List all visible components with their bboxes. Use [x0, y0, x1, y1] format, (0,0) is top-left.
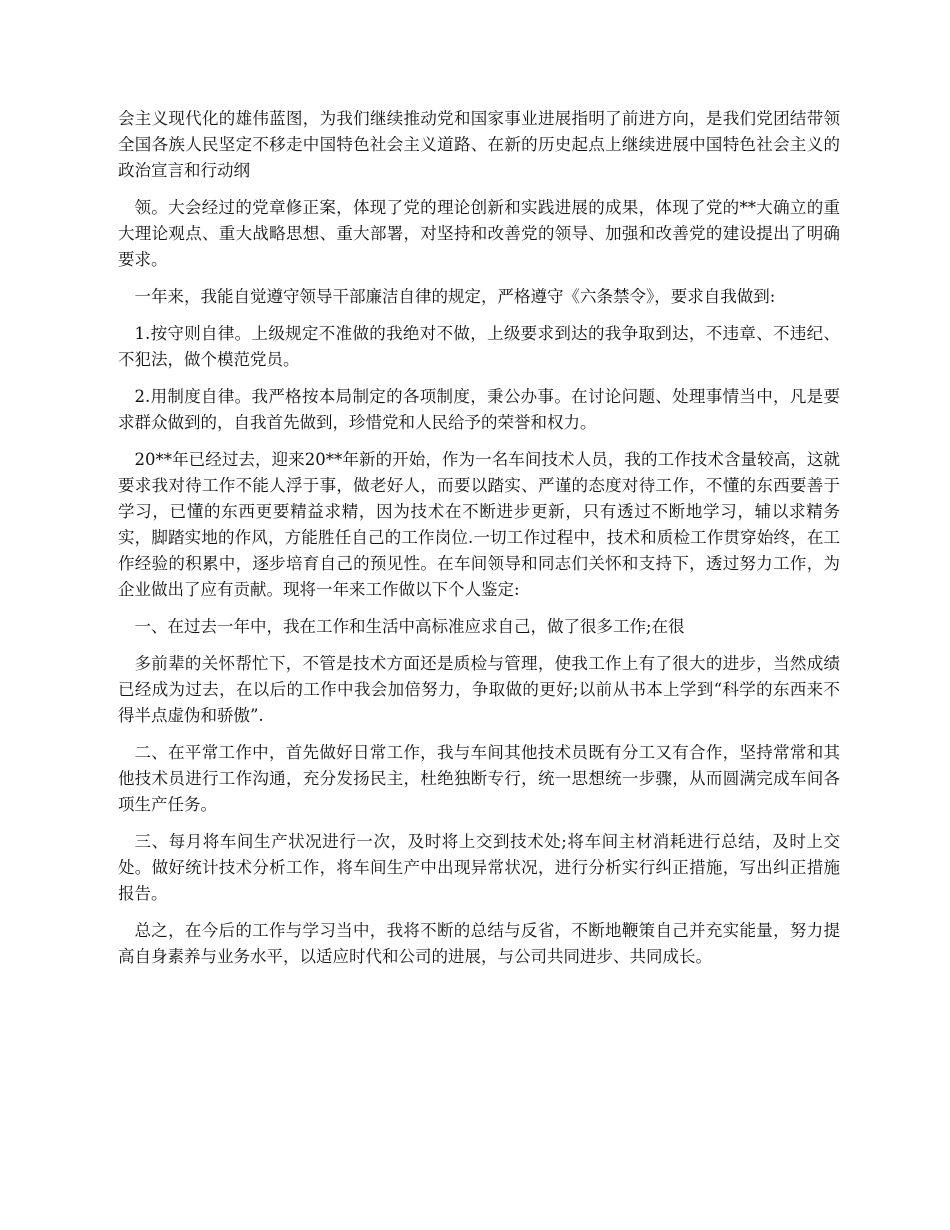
paragraph-7: 一、在过去一年中，我在工作和生活中高标准应求自己，做了很多工作;在很 — [134, 617, 685, 636]
paragraph-2: 领。大会经过的党章修正案，体现了党的理论创新和实践进展的成果，体现了党的**大确立的重大理论观点、重大战略思想、重大部署，对坚持和改善党的领导、加强和改善党的建设提出了明确要求。 — [118, 198, 840, 269]
paragraph-11: 总之，在今后的工作与学习当中，我将不断的总结与反省，不断地鞭策自己并充实能量，努力提高自身素养与业务水平，以适应时代和公司的进展，与公司共同进步、共同成长。 — [118, 921, 840, 966]
document-body — [118, 106, 840, 981]
paragraph-8: 多前辈的关怀帮忙下，不管是技术方面还是质检与管理，使我工作上有了很大的进步，当然成绩已经成为过去，在以后的工作中我会加倍努力，争取做的更好;以前从书本上学到“科学的东西来不得半点虚伪和骄傲”. — [118, 654, 840, 725]
paragraph-5: 2.用制度自律。我严格按本局制定的各项制度，秉公办事。在讨论问题、处理事情当中，凡是要求群众做到的，自我首先做到，珍惜党和人民给予的荣誉和权力。 — [118, 387, 840, 432]
paragraph-6: 20**年已经过去，迎来20**年新的开始，作为一名车间技术人员，我的工作技术含量较高，这就要求我对待工作不能人浮于事，做老好人，而要以踏实、严谨的态度对待工作，不懂的东西要善于学习，已懂的东西更要精益求精，因为技术在不断进步更新，只有透过不断地学习，辅以求精务实，脚踏实地的作风，方能胜任自己的工作岗位.一切工作过程中，技术和质检工作贯穿始终，在工作经验的积累中，逐步培育自己的预见性。在车间领导和同志们关怀和支持下，透过努力工作，为企业做出了应有贡献。现将一年来工作做以下个人鉴定: — [118, 450, 840, 599]
paragraph-4: 1.按守则自律。上级规定不准做的我绝对不做，上级要求到达的我争取到达，不违章、不违纪、不犯法，做个模范党员。 — [118, 324, 840, 369]
paragraph-9: 二、在平常工作中，首先做好日常工作，我与车间其他技术员既有分工又有合作，坚持常常和其他技术员进行工作沟通，充分发扬民主，杜绝独断专行，统一思想统一步骤，从而圆满完成车间各项生产任务。 — [118, 743, 840, 814]
paragraph-1: 会主义现代化的雄伟蓝图，为我们继续推动党和国家事业进展指明了前进方向，是我们党团结带领全国各族人民坚定不移走中国特色社会主义道路、在新的历史起点上继续进展中国特色社会主义的政治宣言和行动纲 — [118, 109, 840, 180]
paragraph-10: 三、每月将车间生产状况进行一次，及时将上交到技术处;将车间主材消耗进行总结，及时上交处。做好统计技术分析工作，将车间生产中出现异常状况，进行分析实行纠正措施，写出纠正措施报告。 — [118, 832, 840, 903]
paragraph-3: 一年来，我能自觉遵守领导干部廉洁自律的规定，严格遵守《六条禁令》，要求自我做到: — [134, 287, 776, 306]
